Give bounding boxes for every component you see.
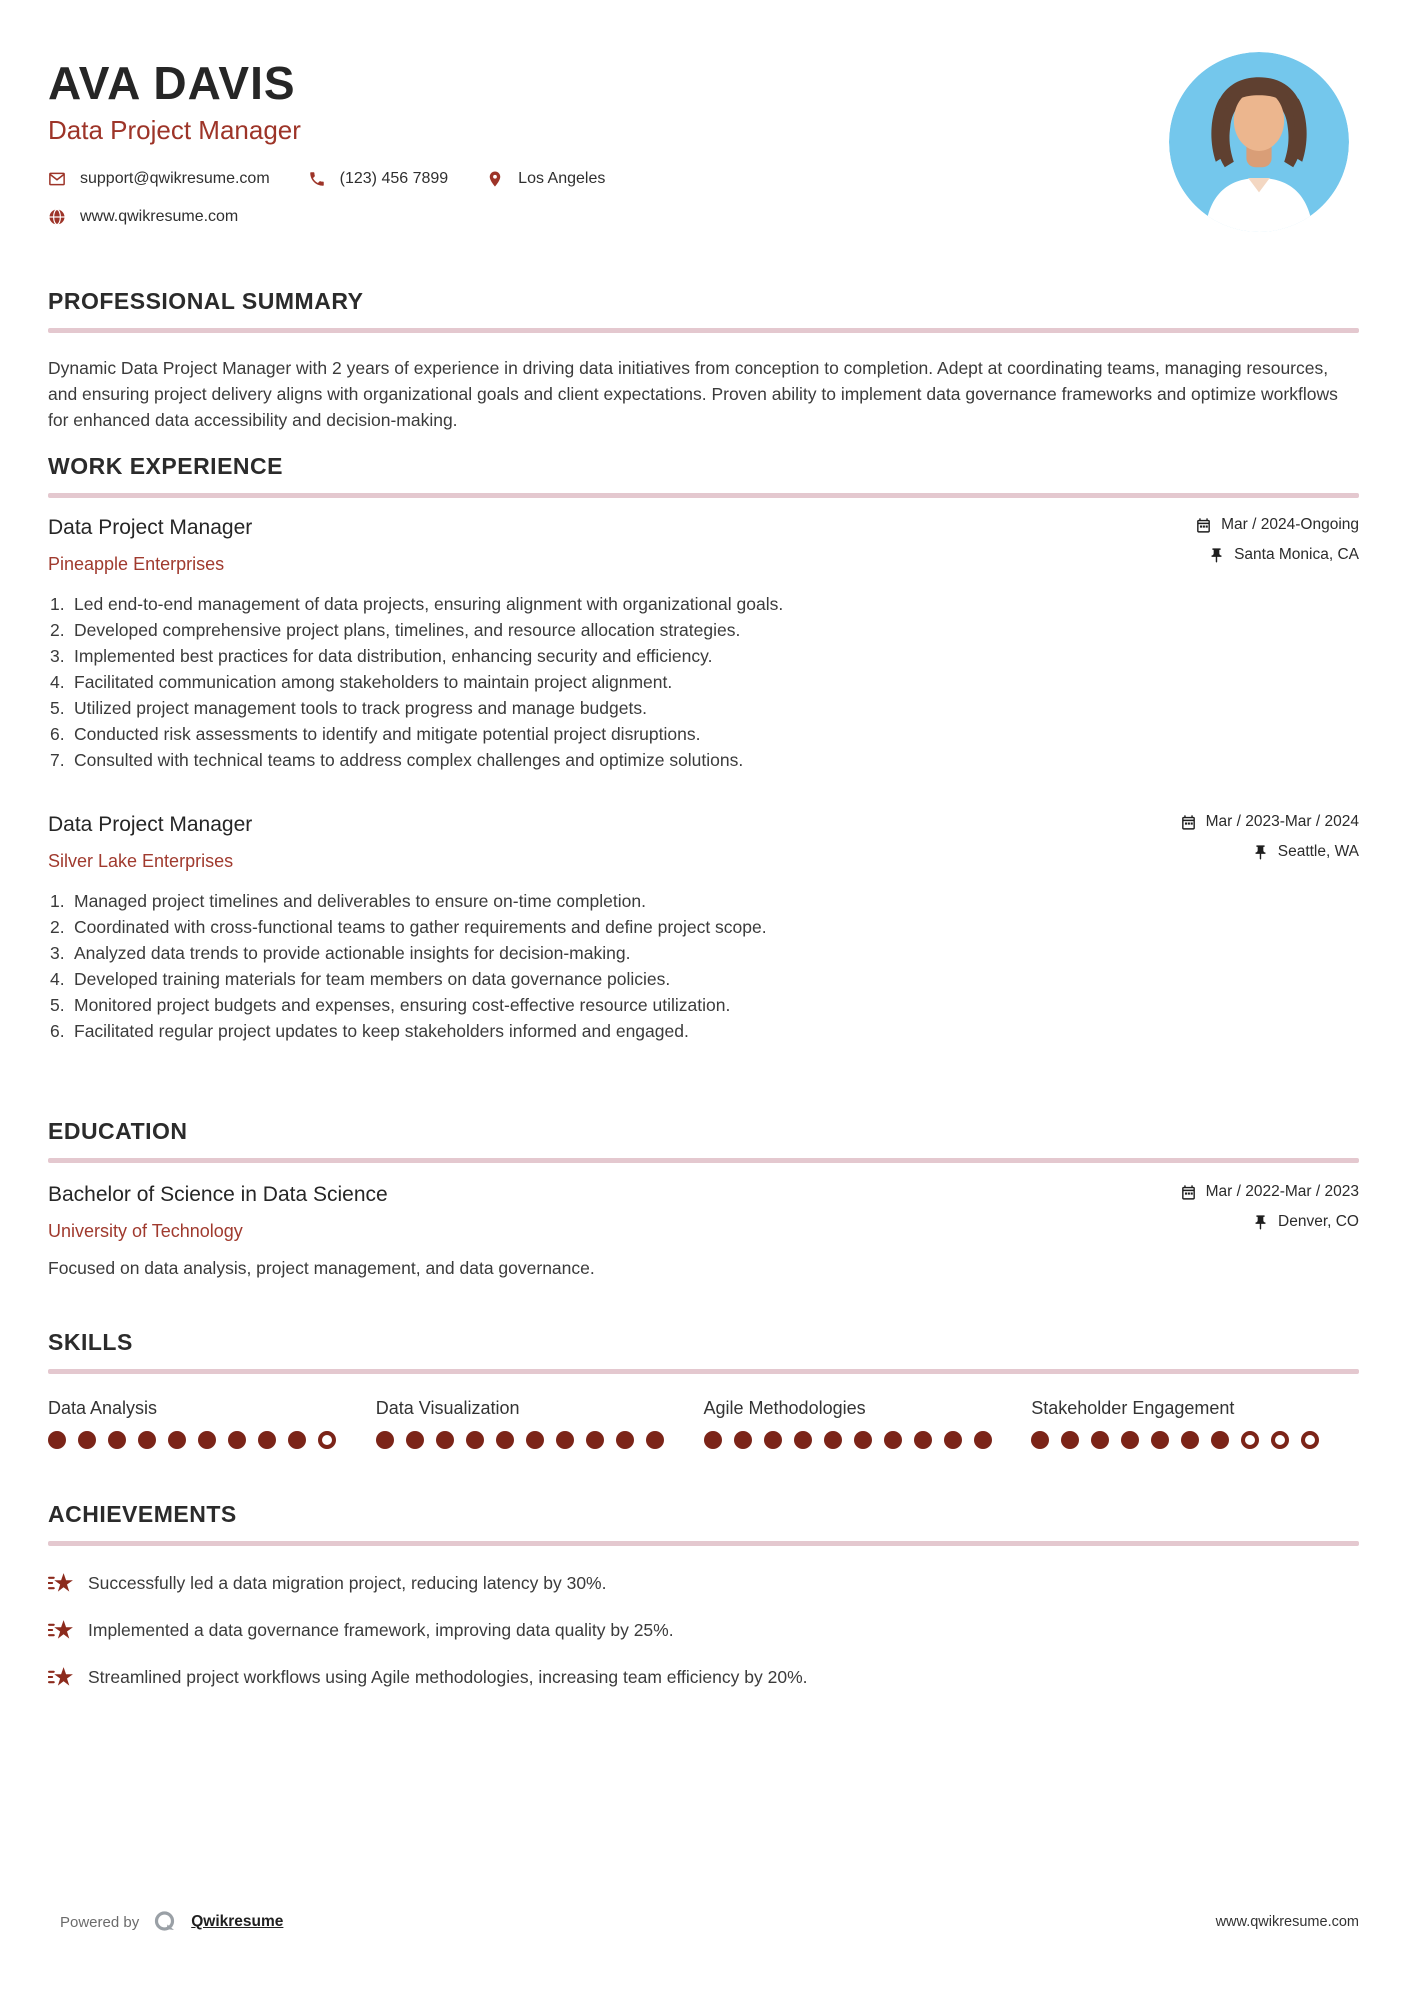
job-bullet: Implemented best practices for data distribution, enhancing security and efficiency. xyxy=(74,646,713,666)
skill-dot xyxy=(1241,1431,1259,1449)
skill-dot xyxy=(406,1431,424,1449)
powered-by-label: Powered by xyxy=(60,1913,140,1931)
contact-website xyxy=(48,208,238,226)
skills-heading: SKILLS xyxy=(48,1329,133,1355)
achievements-heading: ACHIEVEMENTS xyxy=(48,1501,237,1527)
skill-rating xyxy=(1031,1431,1359,1449)
skill-dot xyxy=(168,1431,186,1449)
person-job-title: Data Project Manager xyxy=(48,115,301,145)
job-title-block xyxy=(48,516,252,575)
job-header xyxy=(48,813,1359,872)
achievement-list xyxy=(48,1570,1359,1691)
skill-dot xyxy=(854,1431,872,1449)
skill-dot xyxy=(1271,1431,1289,1449)
education-school: University of Technology xyxy=(48,1221,243,1241)
job-title: Data Project Manager xyxy=(48,516,253,539)
skill-dot xyxy=(376,1431,394,1449)
map-pin-icon xyxy=(486,170,504,188)
phone-icon xyxy=(308,170,326,188)
education-meta xyxy=(1180,1183,1359,1231)
education-location xyxy=(1180,1213,1359,1231)
achievement-item xyxy=(48,1664,1359,1691)
achievement-text: Successfully led a data migration project, reducing latency by 30%. xyxy=(88,1573,607,1593)
skill-item xyxy=(704,1398,1032,1449)
job-bullet: Led end-to-end management of data projects, ensuring alignment with organizational goals. xyxy=(74,594,784,614)
skill-dot xyxy=(556,1431,574,1449)
job-bullet: Conducted risk assessments to identify and mitigate potential project disruptions. xyxy=(74,724,701,744)
skill-dot xyxy=(288,1431,306,1449)
job-bullet: Consulted with technical teams to address complex challenges and optimize solutions. xyxy=(74,750,744,770)
job-location-text: Seattle, WA xyxy=(1277,843,1359,860)
location-text: Los Angeles xyxy=(518,170,606,187)
job-bullet: Managed project timelines and deliverables to ensure on-time completion. xyxy=(74,891,646,911)
contact-row xyxy=(48,170,605,188)
skill-dot xyxy=(48,1431,66,1449)
job-dates-text: Mar / 2023-Mar / 2024 xyxy=(1205,813,1359,830)
section-divider xyxy=(48,493,1359,498)
header-identity xyxy=(48,52,605,226)
skill-dot xyxy=(466,1431,484,1449)
skill-dot xyxy=(704,1431,722,1449)
achievement-item xyxy=(48,1617,1359,1644)
skill-dot xyxy=(1181,1431,1199,1449)
education-description: Focused on data analysis, project management, and data governance. xyxy=(48,1258,595,1278)
skill-dot xyxy=(1031,1431,1049,1449)
skill-dot xyxy=(734,1431,752,1449)
skill-dot xyxy=(258,1431,276,1449)
calendar-icon xyxy=(1195,517,1212,534)
globe-icon xyxy=(48,208,66,226)
skill-dot xyxy=(1211,1431,1229,1449)
skill-dot xyxy=(794,1431,812,1449)
job-title: Data Project Manager xyxy=(48,813,253,836)
skill-dot xyxy=(1301,1431,1319,1449)
job-bullet-list xyxy=(48,591,1359,773)
shooting-star-icon xyxy=(48,1664,75,1691)
calendar-icon xyxy=(1180,814,1197,831)
job-bullet: Facilitated regular project updates to keep stakeholders informed and engaged. xyxy=(74,1021,689,1041)
skill-dot xyxy=(646,1431,664,1449)
education-degree: Bachelor of Science in Data Science xyxy=(48,1183,388,1206)
pushpin-icon xyxy=(1252,1214,1269,1231)
pushpin-icon xyxy=(1208,547,1225,564)
skill-item xyxy=(1031,1398,1359,1449)
section-divider xyxy=(48,1158,1359,1163)
skill-dot xyxy=(764,1431,782,1449)
summary-heading: PROFESSIONAL SUMMARY xyxy=(48,288,364,314)
job-bullet: Utilized project management tools to track progress and manage budgets. xyxy=(74,698,647,718)
profile-photo xyxy=(1169,52,1349,232)
phone-text: (123) 456 7899 xyxy=(339,170,449,187)
skill-item xyxy=(376,1398,704,1449)
education-header xyxy=(48,1183,1359,1242)
footer-website: www.qwikresume.com xyxy=(1215,1914,1359,1930)
education-location-text: Denver, CO xyxy=(1278,1213,1359,1230)
page-footer xyxy=(60,1910,1359,1934)
website-text: www.qwikresume.com xyxy=(80,208,239,225)
skill-dot xyxy=(526,1431,544,1449)
shooting-star-icon xyxy=(48,1617,75,1644)
skill-name: Data Analysis xyxy=(48,1398,158,1418)
section-skills xyxy=(48,1329,1359,1449)
contact-email xyxy=(48,170,270,188)
skill-dot xyxy=(586,1431,604,1449)
skill-dot xyxy=(78,1431,96,1449)
job-company: Silver Lake Enterprises xyxy=(48,851,234,871)
skill-dot xyxy=(108,1431,126,1449)
achievement-text: Streamlined project workflows using Agile methodologies, increasing team efficiency by 20%. xyxy=(88,1667,808,1687)
skill-dot xyxy=(228,1431,246,1449)
footer-branding xyxy=(60,1910,283,1934)
skill-dot xyxy=(944,1431,962,1449)
section-divider xyxy=(48,328,1359,333)
job-dates xyxy=(1180,813,1359,831)
skill-rating xyxy=(376,1431,704,1449)
skill-dot xyxy=(884,1431,902,1449)
section-work-experience xyxy=(48,453,1359,1044)
education-entry xyxy=(48,1183,1359,1279)
job-entry xyxy=(48,813,1359,1044)
email-text: support@qwikresume.com xyxy=(80,170,270,187)
skill-rating xyxy=(48,1431,376,1449)
skill-dot xyxy=(1121,1431,1139,1449)
section-divider xyxy=(48,1369,1359,1374)
section-education xyxy=(48,1118,1359,1279)
job-location xyxy=(1180,843,1359,861)
skill-name: Stakeholder Engagement xyxy=(1031,1398,1235,1418)
section-achievements xyxy=(48,1501,1359,1691)
skill-dot xyxy=(1151,1431,1169,1449)
qwikresume-link[interactable]: Qwikresume xyxy=(191,1913,284,1930)
contact-phone xyxy=(308,170,449,188)
summary-text: Dynamic Data Project Manager with 2 years of experience in driving data initiatives from conception to completion. Adept at coordinating teams, managing resources, and ensuring project delivery aligns with organizational goals and client expectations. Proven ability to implement data governance frameworks and optimize workflows for enhanced data accessibility and decision-making. xyxy=(48,358,1338,430)
calendar-icon xyxy=(1180,1184,1197,1201)
skill-dot xyxy=(824,1431,842,1449)
skill-name: Data Visualization xyxy=(375,1398,520,1418)
envelope-icon xyxy=(48,170,66,188)
contact-location xyxy=(486,170,605,188)
job-meta xyxy=(1180,813,1359,861)
job-entry xyxy=(48,516,1359,773)
job-location xyxy=(1195,546,1359,564)
skills-grid xyxy=(48,1398,1359,1449)
achievement-text: Implemented a data governance framework, improving data quality by 25%. xyxy=(88,1620,674,1640)
skill-dot xyxy=(1091,1431,1109,1449)
job-title-block xyxy=(48,813,252,872)
skill-dot xyxy=(436,1431,454,1449)
skill-dot xyxy=(616,1431,634,1449)
section-divider xyxy=(48,1541,1359,1546)
skill-name: Agile Methodologies xyxy=(703,1398,866,1418)
pushpin-icon xyxy=(1252,844,1269,861)
shooting-star-icon xyxy=(48,1570,75,1597)
job-bullet: Coordinated with cross-functional teams to gather requirements and define project scope. xyxy=(74,917,767,937)
skill-rating xyxy=(704,1431,1032,1449)
qwikresume-logo xyxy=(153,1910,177,1934)
profile-photo-illustration xyxy=(1169,52,1349,232)
skill-dot xyxy=(914,1431,932,1449)
job-bullet: Analyzed data trends to provide actionable insights for decision-making. xyxy=(74,943,631,963)
skill-dot xyxy=(1061,1431,1079,1449)
job-meta xyxy=(1195,516,1359,564)
job-dates-text: Mar / 2024-Ongoing xyxy=(1221,516,1359,533)
skill-dot xyxy=(318,1431,336,1449)
job-bullet: Developed comprehensive project plans, timelines, and resource allocation strategies. xyxy=(74,620,741,640)
experience-heading: WORK EXPERIENCE xyxy=(48,453,283,479)
achievement-item xyxy=(48,1570,1359,1597)
job-header xyxy=(48,516,1359,575)
skill-dot xyxy=(138,1431,156,1449)
person-name: AVA DAVIS xyxy=(48,57,296,109)
contact-row-website xyxy=(48,208,605,226)
job-bullet-list xyxy=(48,888,1359,1044)
section-professional-summary xyxy=(48,288,1359,433)
job-dates xyxy=(1195,516,1359,534)
job-company: Pineapple Enterprises xyxy=(48,554,225,574)
education-dates xyxy=(1180,1183,1359,1201)
skill-item xyxy=(48,1398,376,1449)
resume-header xyxy=(48,52,1359,232)
education-title-block xyxy=(48,1183,388,1242)
job-location-text: Santa Monica, CA xyxy=(1234,546,1359,563)
skill-dot xyxy=(496,1431,514,1449)
education-heading: EDUCATION xyxy=(48,1118,188,1144)
job-bullet: Developed training materials for team members on data governance policies. xyxy=(74,969,671,989)
skill-dot xyxy=(974,1431,992,1449)
job-bullet: Monitored project budgets and expenses, ensuring cost-effective resource utilization. xyxy=(74,995,731,1015)
education-dates-text: Mar / 2022-Mar / 2023 xyxy=(1205,1183,1359,1200)
skill-dot xyxy=(198,1431,216,1449)
job-bullet: Facilitated communication among stakeholders to maintain project alignment. xyxy=(74,672,673,692)
